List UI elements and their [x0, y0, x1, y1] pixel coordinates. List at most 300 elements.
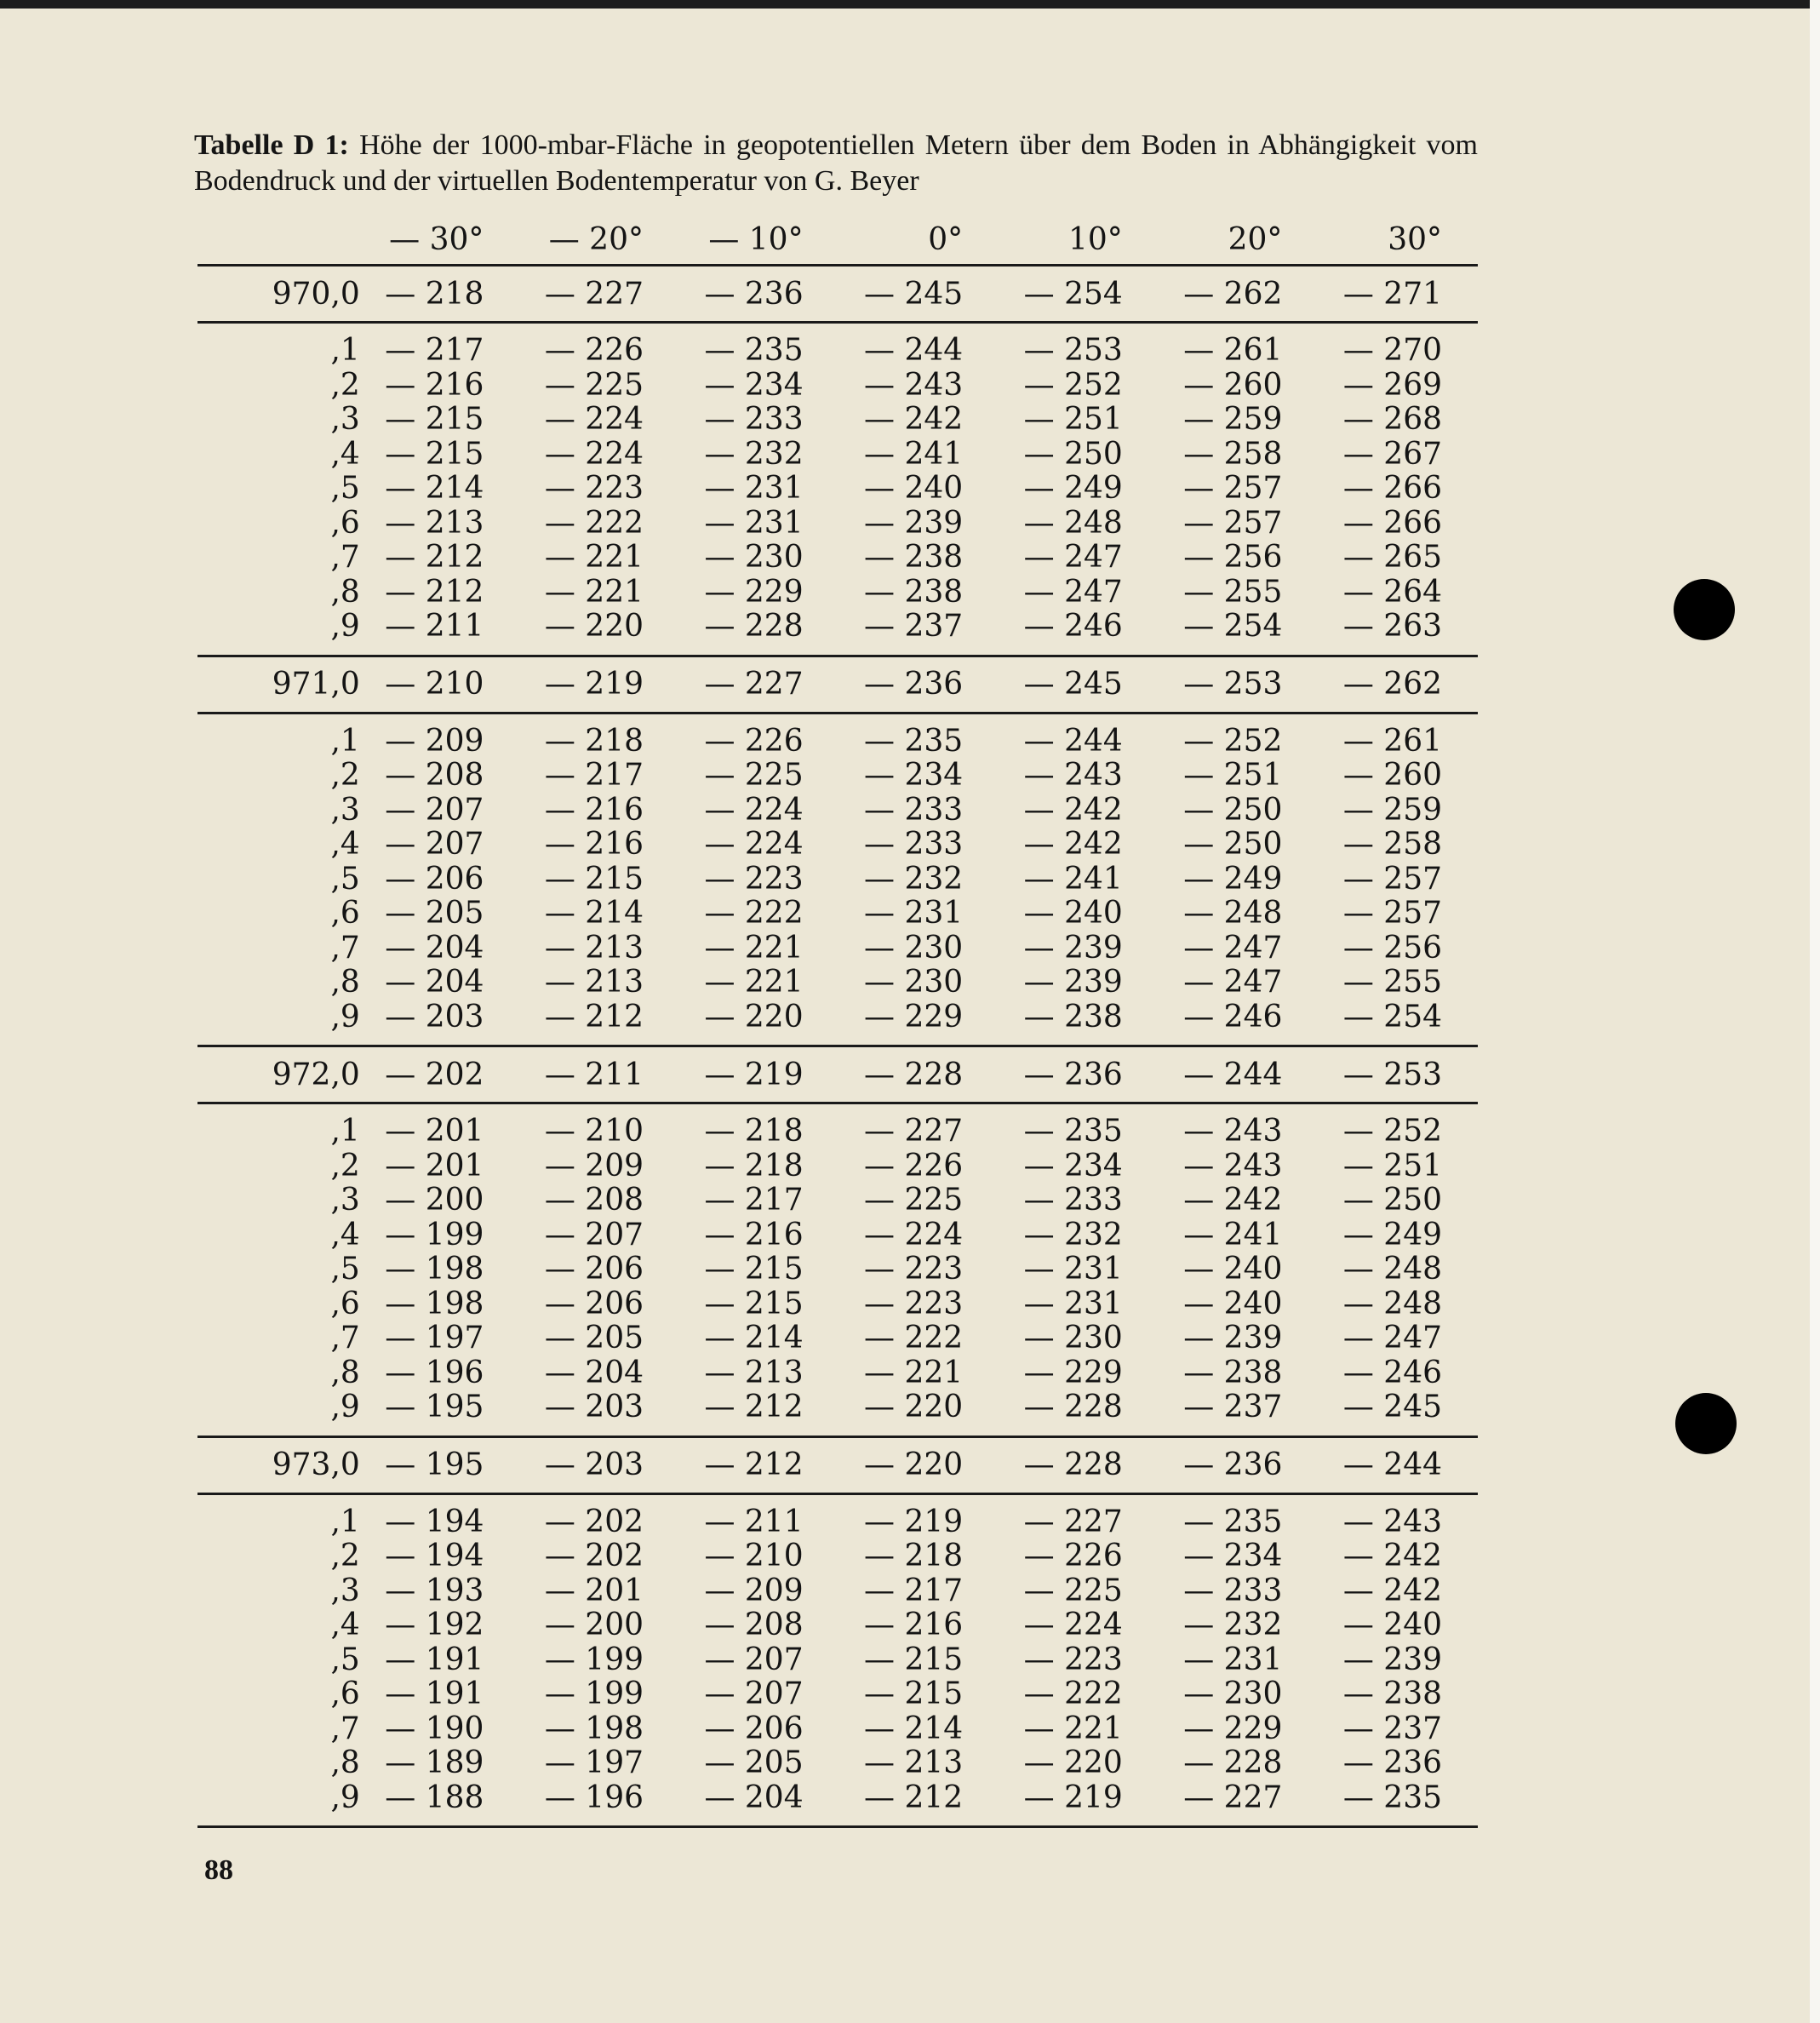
- pressure-row: [197, 897, 1478, 931]
- height-value: — 234: [864, 758, 964, 794]
- height-value: — 194: [385, 1504, 484, 1539]
- height-value: — 250: [1342, 1183, 1442, 1218]
- height-value: — 268: [1342, 402, 1442, 438]
- height-value: — 234: [1183, 1539, 1283, 1574]
- height-value: — 255: [1342, 965, 1442, 1000]
- height-value: — 261: [1342, 723, 1442, 759]
- height-value: — 222: [704, 896, 804, 931]
- height-value: — 244: [1318, 1436, 1478, 1493]
- pressure-row: [197, 369, 1478, 404]
- height-value: — 216: [385, 367, 484, 403]
- height-value: — 227: [519, 266, 679, 323]
- height-value: — 213: [544, 965, 644, 1000]
- height-value: — 213: [864, 1745, 964, 1781]
- height-value: — 203: [385, 999, 484, 1034]
- height-value: — 239: [1342, 1642, 1442, 1677]
- height-value: — 218: [544, 723, 644, 759]
- height-value: — 248: [1342, 1286, 1442, 1321]
- height-value: — 252: [1183, 723, 1283, 759]
- height-value: — 246: [1342, 1355, 1442, 1390]
- pressure-label: ,6: [330, 1676, 360, 1712]
- height-value: — 191: [385, 1642, 484, 1677]
- height-value: — 202: [360, 1046, 520, 1103]
- height-value: — 219: [519, 656, 679, 713]
- pressure-row: [197, 472, 1478, 507]
- height-value: — 244: [1023, 723, 1123, 759]
- height-value: — 247: [1342, 1321, 1442, 1356]
- height-value: — 246: [1023, 609, 1123, 645]
- pressure-label: ,9: [330, 609, 360, 645]
- height-value: — 243: [1342, 1504, 1442, 1539]
- height-value: — 210: [360, 656, 520, 713]
- height-value: — 257: [1342, 861, 1442, 897]
- height-value: — 251: [1342, 1148, 1442, 1183]
- height-value: — 201: [544, 1573, 644, 1608]
- height-value: — 241: [1023, 861, 1123, 897]
- height-value: — 190: [385, 1711, 484, 1746]
- height-value: — 242: [1023, 792, 1123, 828]
- height-value: — 215: [385, 436, 484, 472]
- pressure-row: [197, 1781, 1478, 1827]
- pressure-label: ,7: [330, 1711, 360, 1746]
- height-value: — 236: [839, 656, 999, 713]
- height-value: — 204: [385, 965, 484, 1000]
- height-value: — 222: [864, 1321, 964, 1356]
- pressure-label: ,5: [330, 471, 360, 507]
- height-value: — 211: [519, 1046, 679, 1103]
- height-value: — 245: [999, 656, 1159, 713]
- pressure-label: ,4: [330, 436, 360, 472]
- column-header: 10°: [999, 215, 1159, 266]
- height-value: — 217: [385, 333, 484, 369]
- height-value: — 212: [385, 540, 484, 576]
- height-value: — 207: [385, 827, 484, 862]
- height-value: — 219: [864, 1504, 964, 1539]
- height-value: — 198: [544, 1711, 644, 1746]
- height-value: — 259: [1342, 792, 1442, 828]
- height-value: — 243: [1183, 1148, 1283, 1183]
- pressure-row: [197, 576, 1478, 610]
- height-value: — 240: [864, 471, 964, 507]
- height-value: — 197: [385, 1321, 484, 1356]
- height-value: — 235: [1342, 1779, 1442, 1815]
- height-value: — 204: [544, 1355, 644, 1390]
- height-value: — 263: [1342, 609, 1442, 645]
- height-value: — 247: [1183, 930, 1283, 966]
- height-value: — 215: [864, 1642, 964, 1677]
- pressure-label: ,9: [330, 1390, 360, 1425]
- height-value: — 227: [1023, 1504, 1123, 1539]
- height-value: — 208: [385, 758, 484, 794]
- height-value: — 229: [1023, 1355, 1123, 1390]
- height-value: — 266: [1342, 505, 1442, 541]
- height-value: — 210: [704, 1539, 804, 1574]
- height-value: — 248: [1183, 896, 1283, 931]
- height-value: — 195: [360, 1436, 520, 1493]
- table-caption: [194, 128, 1478, 199]
- height-value: — 211: [704, 1504, 804, 1539]
- height-value: — 193: [385, 1573, 484, 1608]
- pressure-label: ,7: [330, 930, 360, 966]
- pressure-row: [197, 794, 1478, 828]
- height-value: — 218: [864, 1539, 964, 1574]
- pressure-row: [197, 1539, 1478, 1574]
- height-value: — 213: [704, 1355, 804, 1390]
- height-value: — 245: [839, 266, 999, 323]
- height-value: — 204: [385, 930, 484, 966]
- height-value: — 203: [544, 1390, 644, 1425]
- height-value: — 258: [1183, 436, 1283, 472]
- height-value: — 245: [1342, 1390, 1442, 1425]
- punch-hole-lower: [1675, 1393, 1737, 1454]
- height-value: — 204: [704, 1779, 804, 1815]
- pressure-row: [197, 713, 1478, 759]
- height-value: — 235: [1183, 1504, 1283, 1539]
- height-value: — 221: [544, 574, 644, 610]
- height-value: — 200: [544, 1608, 644, 1643]
- height-value: — 262: [1159, 266, 1319, 323]
- pressure-row: [197, 1287, 1478, 1322]
- height-value: — 220: [704, 999, 804, 1034]
- height-value: — 208: [704, 1608, 804, 1643]
- height-value: — 247: [1023, 574, 1123, 610]
- height-value: — 223: [704, 861, 804, 897]
- height-value: — 229: [1183, 1711, 1283, 1746]
- height-value: — 226: [864, 1148, 964, 1183]
- pressure-label: ,5: [330, 1642, 360, 1677]
- height-value: — 229: [704, 574, 804, 610]
- pressure-row: [197, 1677, 1478, 1712]
- pressure-row: [197, 1608, 1478, 1643]
- height-value: — 227: [1183, 1779, 1283, 1815]
- height-value: — 221: [1023, 1711, 1123, 1746]
- height-value: — 239: [1023, 965, 1123, 1000]
- height-value: — 244: [864, 333, 964, 369]
- height-value: — 248: [1342, 1252, 1442, 1287]
- pressure-label: 972,0: [197, 1046, 360, 1103]
- pressure-row-main: [197, 1436, 1478, 1493]
- height-table: [197, 215, 1478, 1828]
- pressure-label: ,1: [330, 1114, 360, 1149]
- height-value: — 196: [544, 1779, 644, 1815]
- pressure-label: 971,0: [197, 656, 360, 713]
- height-value: — 235: [704, 333, 804, 369]
- height-value: — 220: [1023, 1745, 1123, 1781]
- height-value: — 258: [1342, 827, 1442, 862]
- height-value: — 257: [1183, 471, 1283, 507]
- height-value: — 228: [839, 1046, 999, 1103]
- column-header: — 30°: [360, 215, 520, 266]
- height-value: — 196: [385, 1355, 484, 1390]
- pressure-row: [197, 541, 1478, 576]
- pressure-label: ,9: [330, 999, 360, 1034]
- height-value: — 212: [385, 574, 484, 610]
- height-value: — 206: [385, 861, 484, 897]
- height-value: — 238: [864, 574, 964, 610]
- height-value: — 214: [864, 1711, 964, 1746]
- height-value: — 231: [1023, 1252, 1123, 1287]
- height-value: — 253: [1318, 1046, 1478, 1103]
- height-value: — 242: [1023, 827, 1123, 862]
- pressure-label: ,2: [330, 1539, 360, 1574]
- height-value: — 227: [679, 656, 839, 713]
- height-value: — 188: [385, 1779, 484, 1815]
- pressure-label: ,3: [330, 1183, 360, 1218]
- height-value: — 224: [864, 1217, 964, 1252]
- height-value: — 228: [1183, 1745, 1283, 1781]
- pressure-row: [197, 862, 1478, 897]
- height-value: — 224: [544, 402, 644, 438]
- height-value: — 241: [1183, 1217, 1283, 1252]
- pressure-row: [197, 931, 1478, 966]
- height-value: — 230: [704, 540, 804, 576]
- height-value: — 242: [1342, 1573, 1442, 1608]
- pressure-row: [197, 1183, 1478, 1218]
- pressure-label: ,2: [330, 1148, 360, 1183]
- height-value: — 262: [1318, 656, 1478, 713]
- height-value: — 202: [544, 1504, 644, 1539]
- column-header-row: [197, 215, 1478, 266]
- height-value: — 270: [1342, 333, 1442, 369]
- height-value: — 234: [704, 367, 804, 403]
- height-value: — 215: [385, 402, 484, 438]
- height-value: — 216: [864, 1608, 964, 1643]
- height-value: — 237: [1342, 1711, 1442, 1746]
- height-value: — 257: [1183, 505, 1283, 541]
- column-header: 30°: [1318, 215, 1478, 266]
- height-value: — 238: [864, 540, 964, 576]
- height-value: — 231: [864, 896, 964, 931]
- height-value: — 232: [1183, 1608, 1283, 1643]
- pressure-label: ,7: [330, 540, 360, 576]
- height-value: — 207: [385, 792, 484, 828]
- height-value: — 242: [1342, 1539, 1442, 1574]
- height-value: — 225: [864, 1183, 964, 1218]
- pressure-row: [197, 1000, 1478, 1046]
- height-value: — 206: [544, 1286, 644, 1321]
- pressure-label: ,4: [330, 1608, 360, 1643]
- pressure-row-main: [197, 1046, 1478, 1103]
- pressure-row: [197, 1390, 1478, 1436]
- height-value: — 230: [1183, 1676, 1283, 1712]
- height-value: — 271: [1318, 266, 1478, 323]
- height-value: — 215: [864, 1676, 964, 1712]
- page-number: 88: [204, 1854, 233, 1886]
- height-value: — 191: [385, 1676, 484, 1712]
- height-value: — 207: [704, 1642, 804, 1677]
- height-value: — 223: [864, 1252, 964, 1287]
- height-value: — 247: [1183, 965, 1283, 1000]
- height-value: — 216: [544, 792, 644, 828]
- height-value: — 229: [864, 999, 964, 1034]
- pressure-label: 970,0: [197, 266, 360, 323]
- height-value: — 222: [544, 505, 644, 541]
- height-value: — 227: [864, 1114, 964, 1149]
- height-value: — 251: [1023, 402, 1123, 438]
- pressure-label: ,3: [330, 1573, 360, 1608]
- height-value: — 198: [385, 1286, 484, 1321]
- height-value: — 254: [1183, 609, 1283, 645]
- height-value: — 221: [704, 965, 804, 1000]
- scan-top-edge: [0, 0, 1820, 9]
- pressure-row: [197, 1574, 1478, 1609]
- pressure-row: [197, 1643, 1478, 1678]
- height-value: — 195: [385, 1390, 484, 1425]
- height-value: — 249: [1183, 861, 1283, 897]
- pressure-label: ,1: [330, 723, 360, 759]
- height-value: — 212: [544, 999, 644, 1034]
- height-value: — 215: [704, 1252, 804, 1287]
- height-value: — 218: [704, 1114, 804, 1149]
- height-value: — 226: [544, 333, 644, 369]
- height-value: — 232: [704, 436, 804, 472]
- pressure-label: ,5: [330, 861, 360, 897]
- height-value: — 252: [1023, 367, 1123, 403]
- pressure-row-main: [197, 656, 1478, 713]
- height-value: — 226: [1023, 1539, 1123, 1574]
- pressure-row: [197, 828, 1478, 862]
- height-value: — 237: [1183, 1390, 1283, 1425]
- pressure-row-main: [197, 266, 1478, 323]
- height-value: — 228: [704, 609, 804, 645]
- height-value: — 206: [704, 1711, 804, 1746]
- pressure-row: [197, 759, 1478, 794]
- height-value: — 249: [1023, 471, 1123, 507]
- height-value: — 231: [1183, 1642, 1283, 1677]
- pressure-label: ,6: [330, 505, 360, 541]
- height-value: — 215: [704, 1286, 804, 1321]
- height-value: — 241: [864, 436, 964, 472]
- height-value: — 225: [544, 367, 644, 403]
- height-value: — 209: [544, 1148, 644, 1183]
- height-value: — 202: [544, 1539, 644, 1574]
- pressure-label: ,4: [330, 827, 360, 862]
- height-value: — 242: [864, 402, 964, 438]
- height-value: — 212: [679, 1436, 839, 1493]
- height-value: — 240: [1342, 1608, 1442, 1643]
- height-value: — 223: [1023, 1642, 1123, 1677]
- height-value: — 233: [864, 827, 964, 862]
- height-value: — 264: [1342, 574, 1442, 610]
- height-value: — 199: [544, 1676, 644, 1712]
- height-value: — 224: [704, 792, 804, 828]
- height-value: — 192: [385, 1608, 484, 1643]
- height-value: — 217: [704, 1183, 804, 1218]
- pressure-label: ,2: [330, 758, 360, 794]
- height-value: — 255: [1183, 574, 1283, 610]
- height-value: — 239: [864, 505, 964, 541]
- height-value: — 230: [864, 965, 964, 1000]
- height-value: — 265: [1342, 540, 1442, 576]
- table-body: [197, 266, 1478, 1829]
- height-value: — 205: [385, 896, 484, 931]
- height-value: — 224: [544, 436, 644, 472]
- height-value: — 203: [519, 1436, 679, 1493]
- height-value: — 214: [704, 1321, 804, 1356]
- pressure-label: ,2: [330, 367, 360, 403]
- height-value: — 233: [704, 402, 804, 438]
- bottom-rule-cell: [197, 1827, 1478, 1829]
- height-value: — 252: [1342, 1114, 1442, 1149]
- height-value: — 240: [1183, 1286, 1283, 1321]
- height-value: — 238: [1342, 1676, 1442, 1712]
- height-value: — 246: [1183, 999, 1283, 1034]
- pressure-row: [197, 1356, 1478, 1391]
- height-value: — 251: [1183, 758, 1283, 794]
- height-value: — 221: [704, 930, 804, 966]
- height-value: — 226: [704, 723, 804, 759]
- height-value: — 216: [704, 1217, 804, 1252]
- pressure-label: 973,0: [197, 1436, 360, 1493]
- height-value: — 236: [999, 1046, 1159, 1103]
- height-value: — 230: [1023, 1321, 1123, 1356]
- height-value: — 214: [544, 896, 644, 931]
- height-value: — 261: [1183, 333, 1283, 369]
- height-value: — 254: [1342, 999, 1442, 1034]
- height-value: — 220: [839, 1436, 999, 1493]
- height-value: — 239: [1183, 1321, 1283, 1356]
- height-value: — 207: [544, 1217, 644, 1252]
- height-value: — 197: [544, 1745, 644, 1781]
- height-value: — 201: [385, 1114, 484, 1149]
- height-value: — 233: [1023, 1183, 1123, 1218]
- height-value: — 238: [1023, 999, 1123, 1034]
- height-value: — 199: [385, 1217, 484, 1252]
- column-header: — 20°: [519, 215, 679, 266]
- pressure-row: [197, 1218, 1478, 1253]
- pressure-row: [197, 610, 1478, 656]
- height-value: — 232: [1023, 1217, 1123, 1252]
- height-value: — 230: [864, 930, 964, 966]
- height-value: — 219: [1023, 1779, 1123, 1815]
- height-value: — 219: [679, 1046, 839, 1103]
- height-value: — 235: [864, 723, 964, 759]
- height-value: — 233: [1183, 1573, 1283, 1608]
- height-value: — 205: [704, 1745, 804, 1781]
- pressure-label: ,1: [330, 333, 360, 369]
- height-value: — 253: [1023, 333, 1123, 369]
- height-value: — 244: [1159, 1046, 1319, 1103]
- height-value: — 236: [679, 266, 839, 323]
- height-value: — 205: [544, 1321, 644, 1356]
- height-value: — 236: [1342, 1745, 1442, 1781]
- height-value: — 216: [544, 827, 644, 862]
- height-value: — 212: [864, 1779, 964, 1815]
- height-value: — 232: [864, 861, 964, 897]
- height-value: — 231: [704, 471, 804, 507]
- pressure-label: ,4: [330, 1217, 360, 1252]
- height-value: — 257: [1342, 896, 1442, 931]
- height-value: — 236: [1159, 1436, 1319, 1493]
- height-value: — 213: [544, 930, 644, 966]
- column-header: — 10°: [679, 215, 839, 266]
- height-value: — 243: [1023, 758, 1123, 794]
- pressure-label: ,8: [330, 574, 360, 610]
- pressure-row: [197, 1712, 1478, 1747]
- height-value: — 225: [704, 758, 804, 794]
- height-value: — 228: [1023, 1390, 1123, 1425]
- pressure-row: [197, 1252, 1478, 1287]
- height-value: — 220: [864, 1390, 964, 1425]
- height-value: — 250: [1023, 436, 1123, 472]
- pressure-label: ,6: [330, 896, 360, 931]
- pressure-row: [197, 966, 1478, 1000]
- pressure-label: ,9: [330, 1779, 360, 1815]
- scan-right-edge: [1810, 0, 1820, 2023]
- height-value: — 201: [385, 1148, 484, 1183]
- height-value: — 239: [1023, 930, 1123, 966]
- height-value: — 259: [1183, 402, 1283, 438]
